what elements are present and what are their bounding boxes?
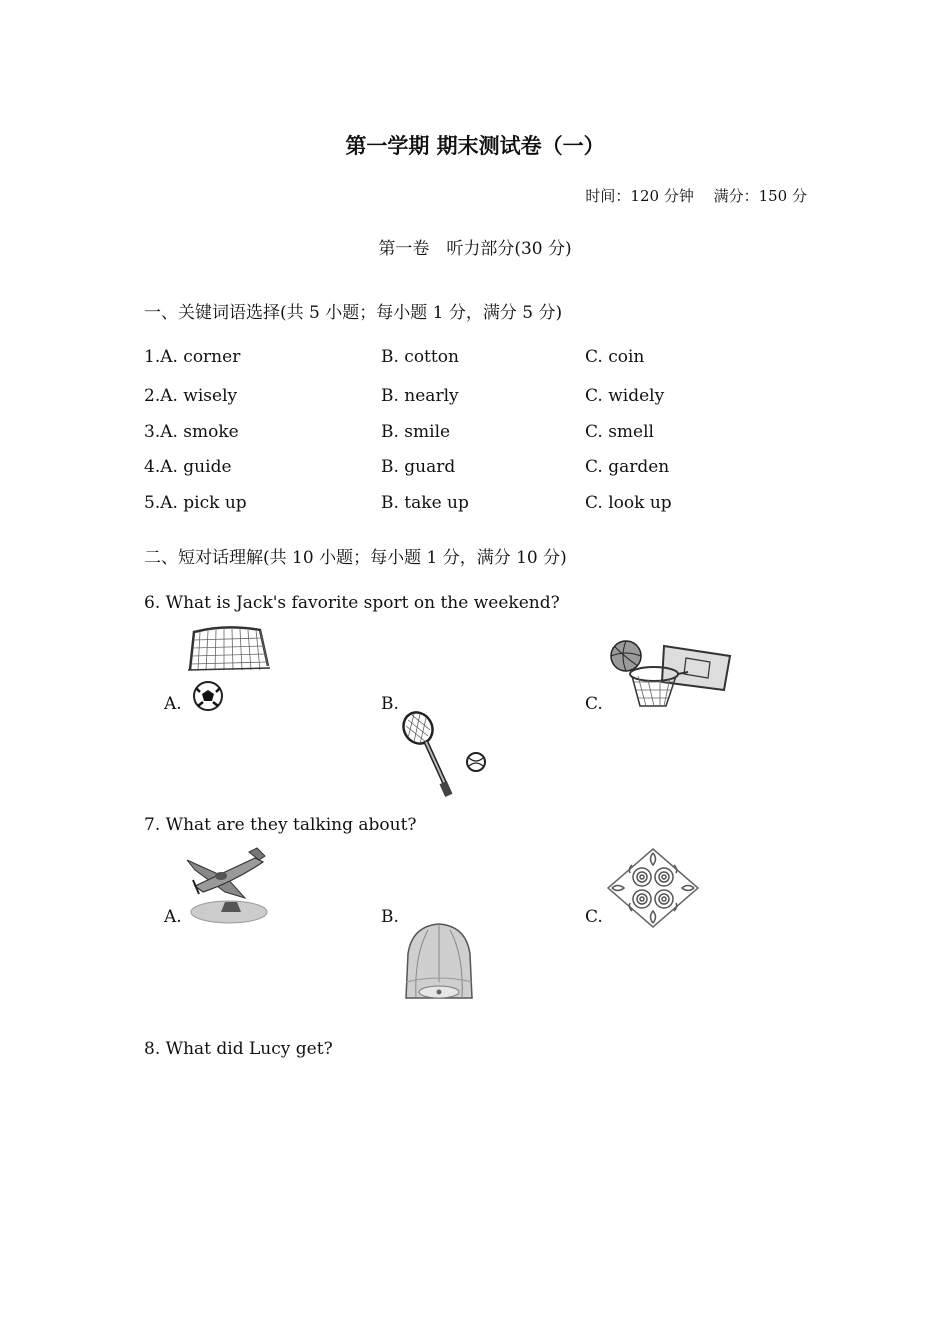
part-one-heading: 第一卷 听力部分(30 分) <box>378 239 572 259</box>
q7-option-b-label: B. <box>381 907 399 927</box>
question-6: 6. What is Jack's favorite sport on the weekend? <box>144 593 560 613</box>
option-1c: C. coin <box>585 347 645 367</box>
exam-meta: 时间：120 分钟 满分：150 分 <box>585 187 807 205</box>
option-5a: 5.A. pick up <box>144 493 247 513</box>
section-one-heading: 一、关键词语选择(共 5 小题；每小题 1 分，满分 5 分) <box>144 303 563 323</box>
tennis-racket-icon <box>400 710 492 800</box>
q6-option-b-label: B. <box>381 694 399 714</box>
option-5b: B. take up <box>381 493 469 513</box>
option-1a: 1.A. corner <box>144 347 241 367</box>
q6-option-a-label: A. <box>164 694 182 714</box>
option-4b: B. guard <box>381 457 456 477</box>
option-5c: C. look up <box>585 493 672 513</box>
basketball-hoop-icon <box>606 638 734 714</box>
question-7: 7. What are they talking about? <box>144 815 417 835</box>
q6-option-c-label: C. <box>585 694 603 714</box>
option-3a: 3.A. smoke <box>144 422 239 442</box>
option-3b: B. smile <box>381 422 451 442</box>
question-8: 8. What did Lucy get? <box>144 1039 333 1059</box>
soccer-goal-icon <box>186 626 276 714</box>
model-airplane-icon <box>185 846 270 925</box>
option-1b: B. cotton <box>381 347 459 367</box>
q7-option-a-label: A. <box>164 907 182 927</box>
option-2c: C. widely <box>585 386 665 406</box>
option-3c: C. smell <box>585 422 654 442</box>
section-two-heading: 二、短对话理解(共 10 小题；每小题 1 分，满分 10 分) <box>144 548 567 568</box>
paper-cut-icon <box>606 847 700 929</box>
page-title: 第一学期 期末测试卷（一） <box>345 133 605 158</box>
option-2a: 2.A. wisely <box>144 386 238 406</box>
option-4a: 4.A. guide <box>144 457 232 477</box>
option-4c: C. garden <box>585 457 670 477</box>
option-2b: B. nearly <box>381 386 459 406</box>
sky-lantern-icon <box>402 922 476 1002</box>
q7-option-c-label: C. <box>585 907 603 927</box>
